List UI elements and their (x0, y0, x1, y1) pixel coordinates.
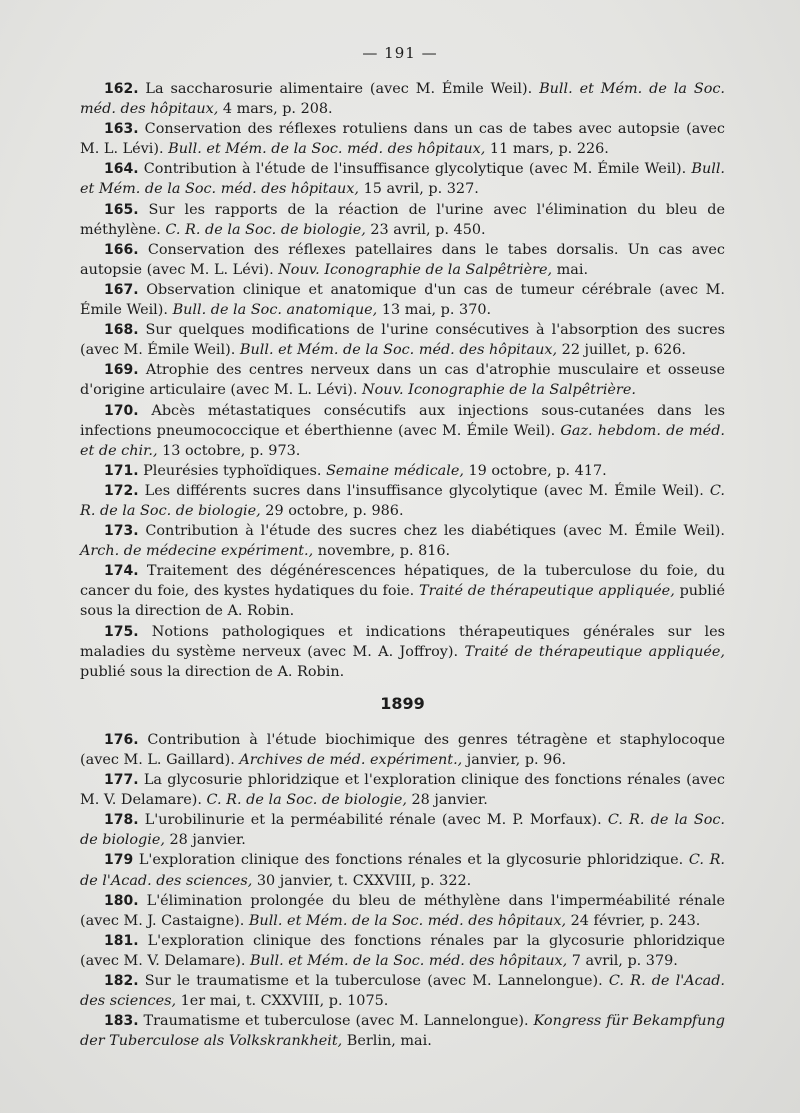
entry-source: Arch. de médecine expériment., (80, 543, 314, 560)
entry-source: C. R. de la Soc. de biologie, (165, 221, 366, 238)
entry-text: Abcès métastatiques consécutifs aux injections sous-cutanées dans les infections pneumococcique et éberthienne (avec M. Émile Weil). (80, 402, 725, 439)
entry-text: Pleurésies typhoïdiques. (138, 462, 327, 479)
entry-text: Contribution à l'étude biochimique des genres tétragène et staphylocoque (avec M. L. Gaillard). (80, 731, 725, 768)
entry-number: 181. (104, 932, 139, 949)
entry-details: janvier, p. 96. (462, 752, 567, 768)
bibliography-list (80, 79, 725, 1051)
entry-number: 177. (104, 772, 139, 789)
entry-source: C. R. de l'Acad. des sciences, (80, 852, 725, 889)
bibliography-entry (80, 730, 725, 770)
entry-details: 22 juillet, p. 626. (557, 342, 686, 359)
entry-text: L'urobilinurie et la perméabilité rénale (avec M. P. Morfaux). (138, 812, 608, 829)
entry-details: Berlin, mai. (342, 1033, 432, 1050)
bibliography-entry (80, 561, 725, 621)
entry-text: Sur quelques modifications de l'urine consécutives à l'absorption des sucres (avec M. Émile Weil). (80, 322, 725, 359)
entry-text: Observation clinique et anatomique d'un cas de tumeur cérébrale (avec M. Émile Weil). (80, 281, 725, 319)
bibliography-entry (80, 810, 725, 850)
bibliography-entry (80, 850, 725, 890)
entry-text: Les différents sucres dans l'insuffisance glycolytique (avec M. Émile Weil). (138, 482, 710, 499)
bibliography-entry (80, 931, 725, 971)
entry-number: 163. (104, 121, 139, 138)
entries-1899 (80, 730, 725, 1052)
year-heading: 1899 (380, 693, 425, 713)
entry-details: publié sous la direction de A. Robin. (80, 583, 725, 620)
entry-details: 30 janvier, t. CXXVIII, p. 322. (252, 872, 472, 889)
entry-text: Sur les rapports de la réaction de l'urine avec l'élimination du bleu de méthylène. (80, 201, 725, 238)
bibliography-entry (80, 481, 725, 521)
entry-details: 28 janvier. (406, 792, 488, 809)
bibliography-entry (80, 200, 725, 240)
entries-1898 (80, 79, 725, 682)
bibliography-entry (80, 280, 725, 320)
entry-details: novembre, p. 816. (313, 543, 451, 560)
bibliography-entry (80, 971, 725, 1011)
entry-source: Bull. et Mém. de la Soc. méd. des hôpitaux, (168, 141, 486, 158)
entry-text: L'exploration clinique des fonctions rénales et la glycosurie phloridzique. (133, 852, 689, 869)
entry-text: La glycosurie phloridzique et l'exploration clinique des fonctions rénales (avec M. V. Delamare). (80, 772, 725, 809)
bibliography-entry (80, 891, 725, 931)
entry-source: Archives de méd. expériment., (239, 752, 463, 768)
entry-details: 7 avril, p. 379. (567, 952, 678, 969)
entry-source: Traité de thérapeutique appliquée, (464, 643, 725, 660)
entry-source: C. R. de l'Acad. des sciences, (80, 973, 725, 1010)
entry-details: 4 mars, p. 208. (218, 101, 333, 118)
entry-number: 176. (104, 731, 139, 748)
entry-number: 172. (104, 482, 139, 499)
entry-details: 23 avril, p. 450. (365, 221, 486, 238)
entry-number: 174. (104, 563, 139, 580)
entry-details: 24 février, p. 243. (566, 912, 701, 929)
entry-number: 183. (104, 1013, 139, 1030)
bibliography-entry (80, 622, 725, 682)
entry-details: 28 janvier. (164, 832, 246, 849)
entry-source: Bull. de la Soc. anatomique, (172, 302, 378, 319)
entry-details: 11 mars, p. 226. (485, 141, 609, 158)
entry-text: Notions pathologiques et indications thérapeutiques générales sur les maladies du système nerveux (avec M. A. Joffroy). (80, 623, 725, 660)
entry-details: 29 octobre, p. 986. (260, 502, 404, 519)
bibliography-entry (80, 240, 725, 280)
entry-number: 162. (104, 81, 139, 97)
entry-source: Nouv. Iconographie de la Salpêtrière, (278, 261, 553, 278)
entry-number: 173. (104, 523, 139, 540)
entry-number: 168. (104, 322, 139, 339)
entry-source: C. R. de la Soc. de biologie, (206, 792, 407, 809)
entry-number: 165. (104, 201, 139, 218)
entry-source: Kongress für Bekampfung der Tuberculose als Volkskrankheit, (80, 1013, 725, 1050)
bibliography-entry (80, 770, 725, 810)
entry-number: 180. (104, 892, 139, 909)
entry-details: mai. (552, 261, 589, 278)
entry-text: Sur le traumatisme et la tuberculose (avec M. Lannelongue). (138, 973, 609, 990)
entry-source: Traité de thérapeutique appliquée, (419, 583, 675, 600)
bibliography-entry (80, 320, 725, 360)
entry-source: Bull. et Mém. de la Soc. méd. des hôpitaux, (80, 161, 725, 198)
entry-number: 166. (104, 241, 139, 258)
bibliography-entry (80, 79, 725, 119)
entry-text: La saccharosurie alimentaire (avec M. Émile Weil). (138, 81, 540, 97)
entry-number: 171. (104, 462, 139, 479)
entry-source: Nouv. Iconographie de la Salpêtrière. (362, 382, 636, 399)
bibliography-entry (80, 1011, 725, 1051)
entry-source: Bull. et Mém. de la Soc. méd. des hôpitaux, (248, 912, 567, 929)
bibliography-entry (80, 159, 725, 199)
entry-text: L'élimination prolongée du bleu de méthylène dans l'imperméabilité rénale (avec M. J. Castaigne). (80, 892, 725, 929)
bibliography-entry (80, 401, 725, 461)
entry-details: 1er mai, t. CXXVIII, p. 1075. (176, 993, 389, 1010)
entry-details: 13 octobre, p. 973. (157, 442, 301, 459)
entry-text: Contribution à l'étude de l'insuffisance glycolytique (avec M. Émile Weil). (138, 161, 692, 178)
entry-text: Traumatisme et tuberculose (avec M. Lannelongue). (138, 1013, 534, 1030)
entry-details: 19 octobre, p. 417. (463, 462, 607, 479)
entry-number: 167. (104, 281, 139, 298)
entry-number: 169. (104, 362, 139, 379)
bibliography-entry (80, 360, 725, 400)
bibliography-entry (80, 521, 725, 561)
entry-number: 164. (104, 161, 139, 178)
entry-number: 175. (104, 623, 139, 640)
entry-text: Conservation des réflexes patellaires dans le tabes dorsalis. Un cas avec autopsie (avec M. L. Lévi). (80, 241, 725, 278)
entry-source: Bull. et Mém. de la Soc. méd. des hôpitaux, (250, 952, 568, 969)
entry-details: 13 mai, p. 370. (377, 302, 492, 319)
entry-number: 170. (104, 402, 139, 419)
bibliography-entry (80, 119, 725, 159)
entry-source: Bull. et Mém. de la Soc. méd. des hôpitaux, (239, 342, 558, 359)
entry-details: publié sous la direction de A. Robin. (80, 663, 345, 680)
entry-text: L'exploration clinique des fonctions rénales par la glycosurie phloridzique (avec M. V. Delamare). (80, 932, 725, 969)
entry-source: Semaine médicale, (326, 462, 464, 479)
entry-source: Bull. et Mém. de la Soc. méd. des hôpitaux, (80, 81, 725, 118)
entry-text: Traitement des dégénérescences hépatiques, de la tuberculose du foie, du cancer du foie, des kystes hydatiques du foie. (80, 563, 725, 600)
entry-number: 182. (104, 973, 139, 990)
entry-text: Atrophie des centres nerveux dans un cas d'atrophie musculaire et osseuse d'origine articulaire (avec M. L. Lévi). (80, 362, 725, 399)
entry-details: 15 avril, p. 327. (359, 181, 479, 198)
entry-number: 178. (104, 812, 139, 829)
bibliography-entry (80, 461, 725, 481)
entry-number: 179 (104, 852, 134, 869)
entry-text: Contribution à l'étude des sucres chez les diabétiques (avec M. Émile Weil). (138, 523, 725, 540)
entry-source: C. R. de la Soc. de biologie, (80, 482, 725, 519)
entry-source: Gaz. hebdom. de méd. et de chir., (80, 422, 725, 459)
entry-source: C. R. de la Soc. de biologie, (80, 812, 725, 849)
entry-text: Conservation des réflexes rotuliens dans un cas de tabes avec autopsie (avec M. L. Lévi). (80, 121, 725, 158)
page-number: — 191 — (362, 44, 438, 62)
